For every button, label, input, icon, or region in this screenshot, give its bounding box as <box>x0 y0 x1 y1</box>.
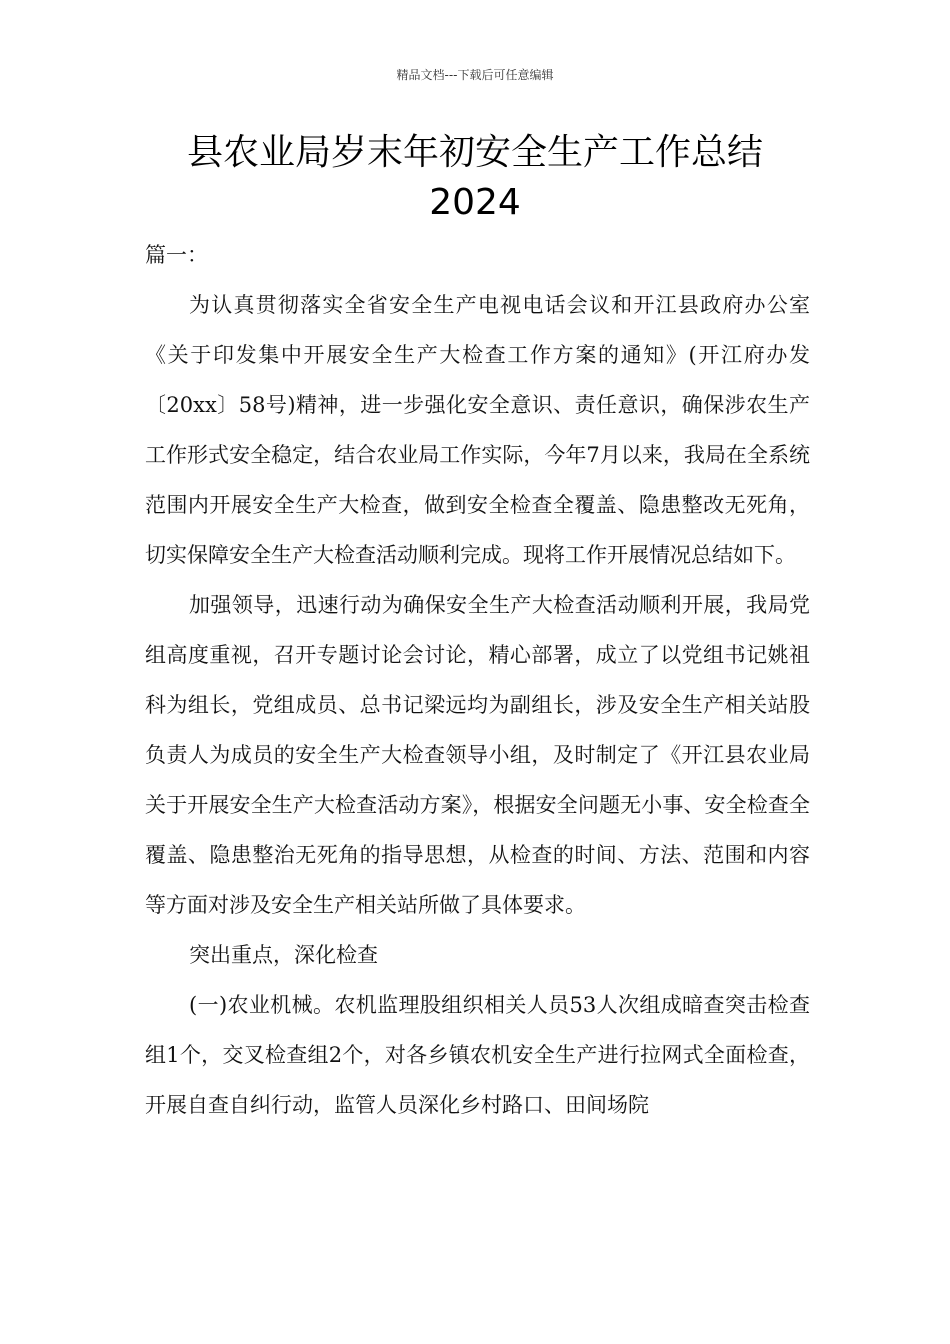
title-line-1: 县农业局岁末年初安全生产工作总结 <box>186 132 763 173</box>
paragraph-3-heading: 突出重点，深化检查 <box>189 943 378 967</box>
title-line-2: 2024 <box>429 182 521 223</box>
document-body <box>145 230 810 1130</box>
paragraph-4: (一)农业机械。农机监理股组织相关人员53人次组成暗查突击检查组1个，交叉检查组2个，对各乡镇农机安全生产进行拉网式全面检查，开展自查自纠行动，监管人员深化乡村路口、田间场院 <box>145 993 810 1117</box>
paragraph-1: 为认真贯彻落实全省安全生产电视电话会议和开江县政府办公室《关于印发集中开展安全生产大检查工作方案的通知》(开江府办发〔20xx〕58号)精神，进一步强化安全意识、责任意识，确保涉农生产工作形式安全稳定，结合农业局工作实际，今年7月以来，我局在全系统范围内开展安全生产大检查，做到安全检查全覆盖、隐患整改无死角，切实保障安全生产大检查活动顺利完成。现将工作开展情况总结如下。 <box>145 293 810 567</box>
header-note: 精品文档---下载后可任意编辑 <box>396 68 554 82</box>
document-title <box>100 128 850 228</box>
section-label: 篇一： <box>145 243 208 267</box>
paragraph-2: 加强领导，迅速行动为确保安全生产大检查活动顺利开展，我局党组高度重视，召开专题讨论会讨论，精心部署，成立了以党组书记姚祖科为组长，党组成员、总书记梁远均为副组长，涉及安全生产相关站股负责人为成员的安全生产大检查领导小组，及时制定了《开江县农业局关于开展安全生产大检查活动方案》，根据安全问题无小事、安全检查全覆盖、隐患整治无死角的指导思想，从检查的时间、方法、范围和内容等方面对涉及安全生产相关站所做了具体要求。 <box>145 593 810 917</box>
